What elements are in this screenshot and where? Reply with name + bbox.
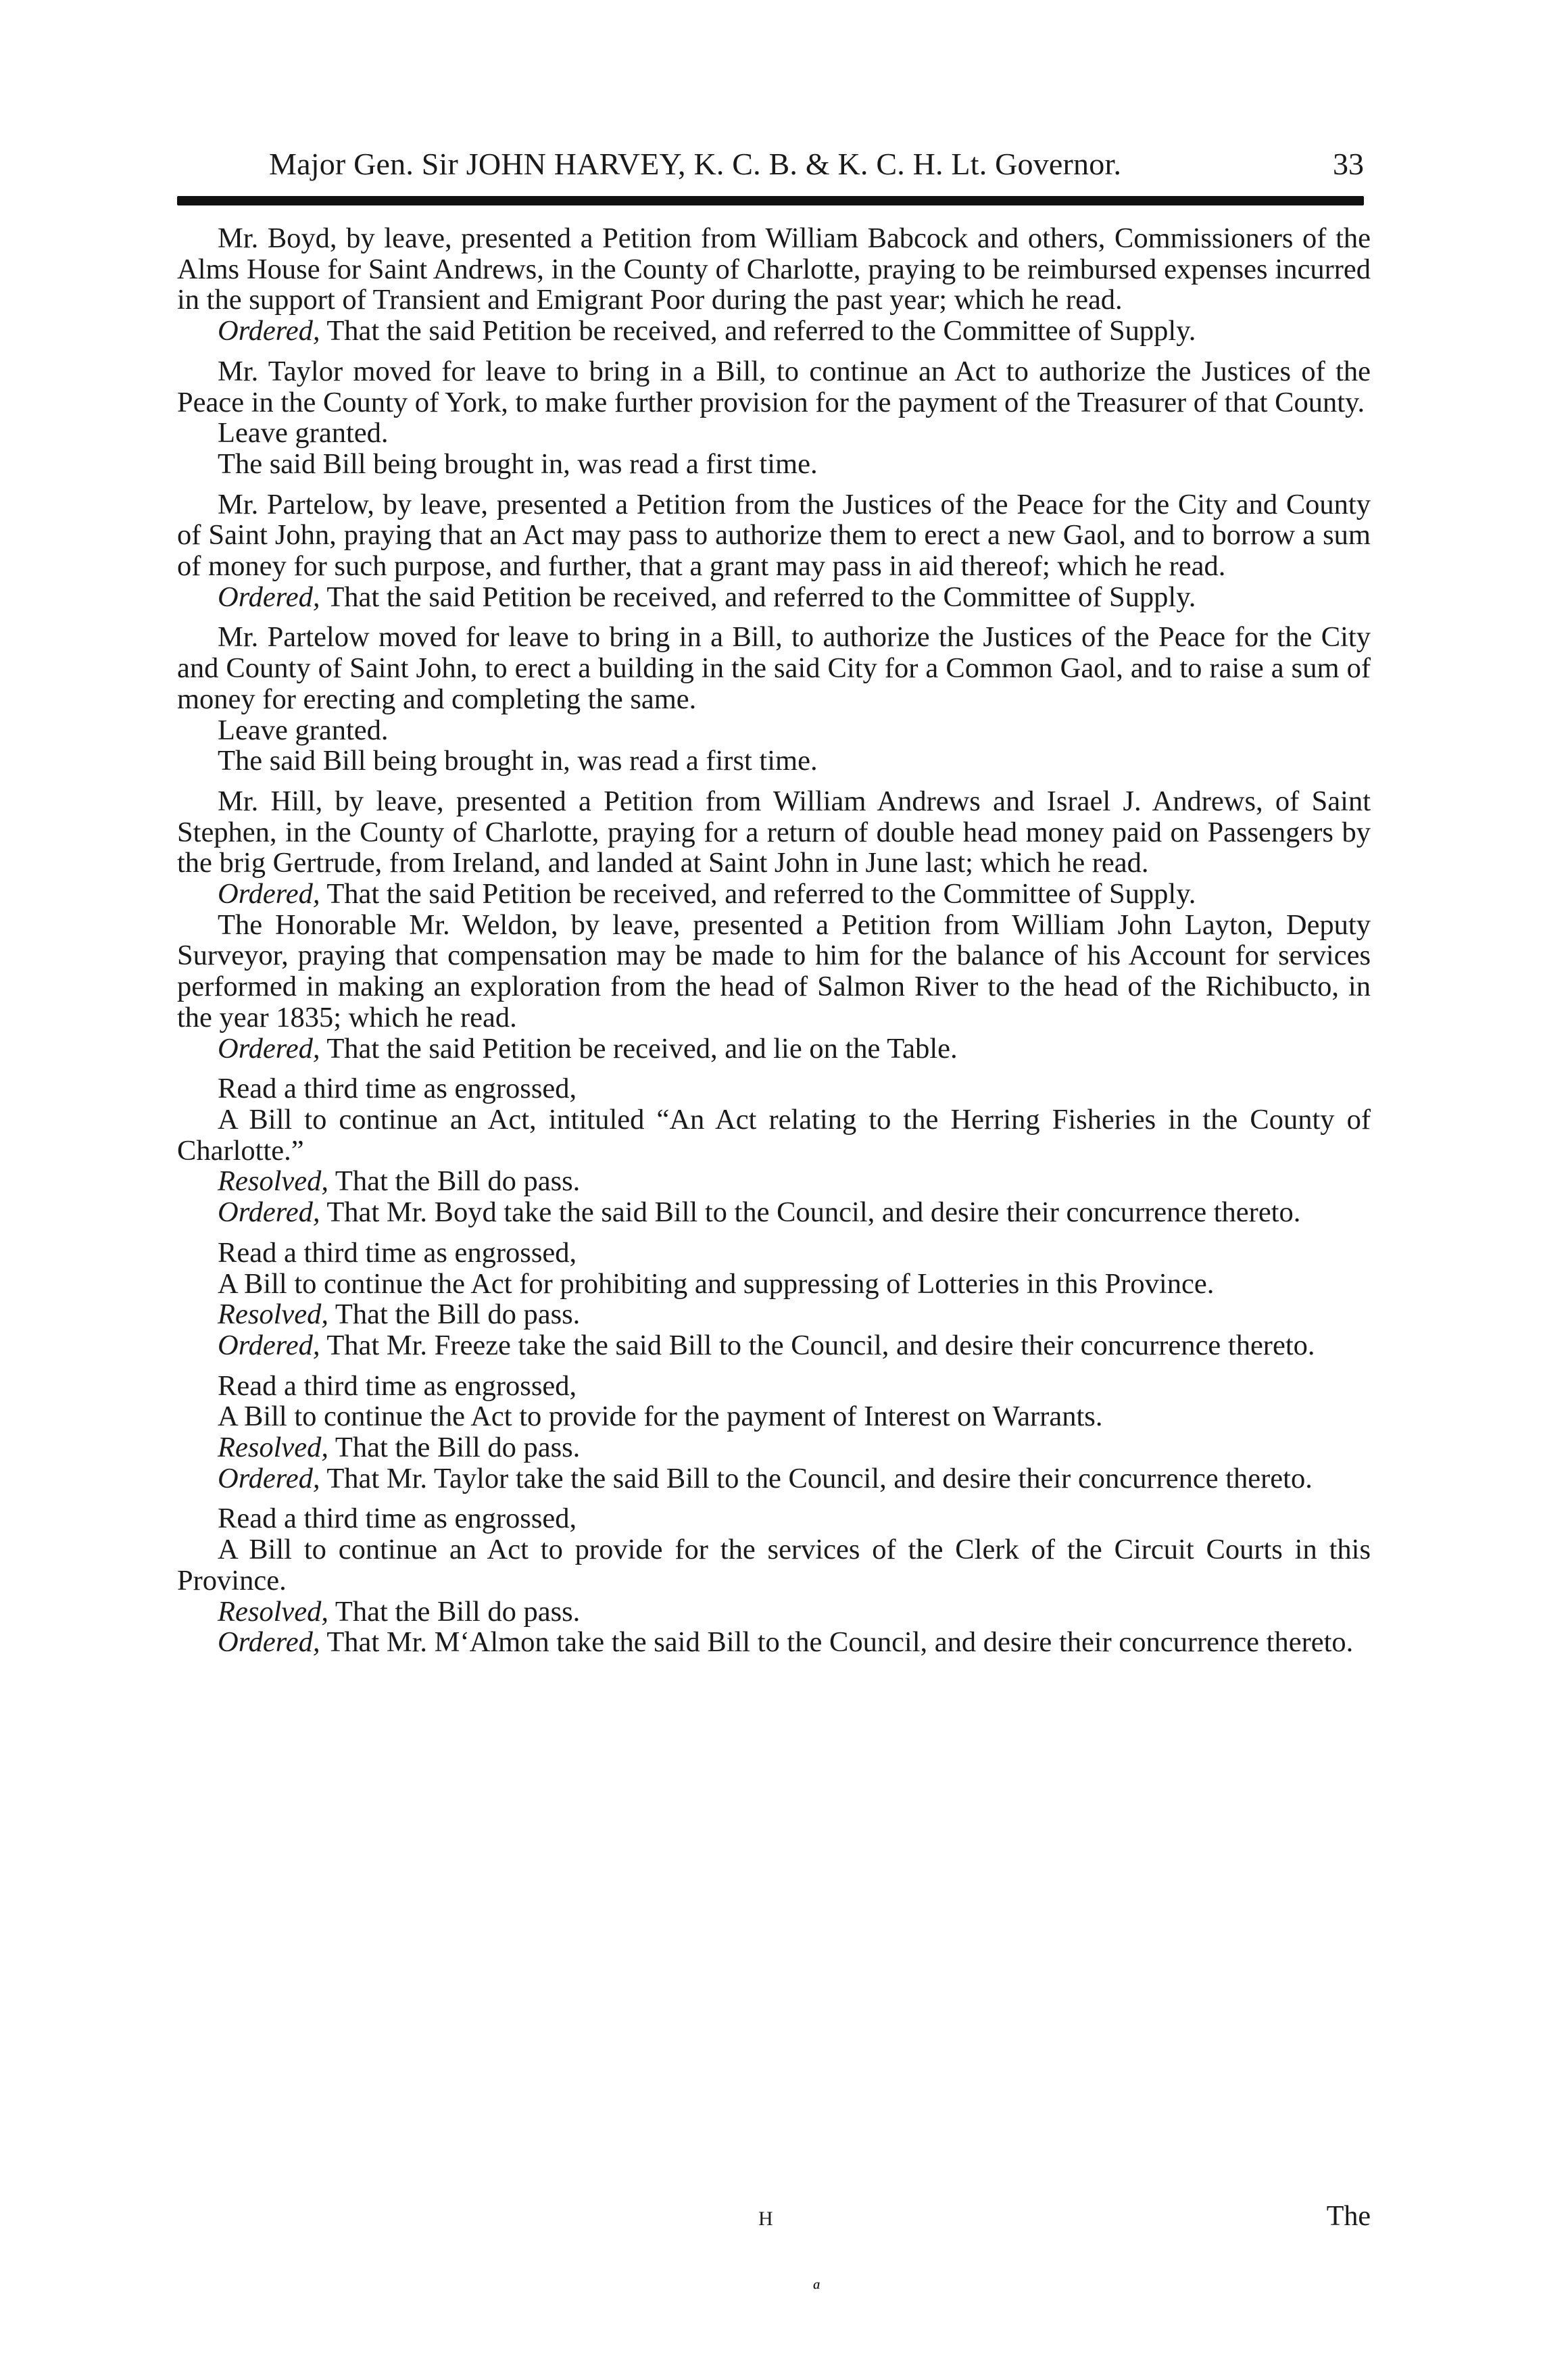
- paragraph-text: That the Bill do pass.: [328, 1165, 581, 1198]
- paragraph-text: Mr. Boyd, by leave, presented a Petition from William Babcock and others, Commissioners of the Alms House for Saint Andrews, in the County of Charlotte, praying to be reimbursed expenses incurred in the support of Transient and Emigrant Poor during the past year; which he read.: [177, 222, 1371, 316]
- paragraph-text: The Honorable Mr. Weldon, by leave, presented a Petition from William John Layton, Deputy Surveyor, praying that compensation may be made to him for the balance of his Account for services performed in making an exploration from the head of Salmon River to the head of the Richibucto, in the year 1835; which he read.: [177, 908, 1371, 1033]
- journal-paragraph: [177, 622, 1371, 714]
- journal-paragraph: [177, 1166, 1371, 1197]
- paragraph-text: That the said Petition be received, and referred to the Committee of Supply.: [320, 315, 1196, 347]
- journal-paragraph: [177, 1432, 1371, 1463]
- paragraph-text: Mr. Partelow moved for leave to bring in a Bill, to authorize the Justices of the Peace for the City and County of Saint John, to erect a building in the said City for a Common Gaol, and to raise a sum of money for erecting and completing the same.: [177, 621, 1371, 715]
- journal-paragraph: [177, 1238, 1371, 1269]
- paragraph-lead-word: Ordered,: [218, 581, 320, 613]
- catchword: The: [1326, 2201, 1371, 2232]
- paragraph-lead-word: Resolved,: [218, 1165, 329, 1198]
- journal-paragraph: [177, 715, 1371, 746]
- paragraph-text: Mr. Taylor moved for leave to bring in a Bill, to continue an Act to authorize the Justices of the Peace in the County of York, to make further provision for the payment of the Treasurer of that County.: [177, 355, 1371, 418]
- journal-paragraph: [177, 1401, 1371, 1432]
- paragraph-text: That the Bill do pass.: [328, 1595, 581, 1628]
- paragraph-text: That Mr. Boyd take the said Bill to the Council, and desire their concurrence thereto.: [320, 1196, 1301, 1229]
- paragraph-lead-word: Resolved,: [218, 1595, 329, 1628]
- journal-paragraph: [177, 1299, 1371, 1330]
- paragraph-lead-word: Ordered,: [218, 315, 320, 347]
- header-rule: [177, 196, 1364, 205]
- journal-paragraph: [177, 356, 1371, 418]
- journal-paragraph: [177, 879, 1371, 910]
- journal-paragraph: [177, 1503, 1371, 1534]
- signature-mark: H: [758, 2208, 774, 2230]
- journal-paragraph: [177, 1197, 1371, 1228]
- journal-paragraph: [177, 489, 1371, 582]
- paragraph-text: That the Bill do pass.: [328, 1432, 581, 1464]
- paragraph-text: Leave granted.: [218, 417, 389, 449]
- paragraph-text: A Bill to continue an Act to provide for the services of the Clerk of the Circuit Courts in this Province.: [177, 1534, 1371, 1597]
- journal-paragraph: [177, 223, 1371, 316]
- paragraph-text: That Mr. Freeze take the said Bill to the Council, and desire their concurrence thereto.: [320, 1329, 1315, 1361]
- printer-mark: ª: [812, 2278, 819, 2303]
- journal-paragraph: [177, 316, 1371, 347]
- paragraph-lead-word: Resolved,: [218, 1298, 329, 1331]
- header-title: Major Gen. Sir JOHN HARVEY, K. C. B. & K. C. H. Lt. Governor.: [269, 147, 1122, 181]
- paragraph-text: That the Bill do pass.: [328, 1298, 581, 1331]
- journal-paragraph: [177, 910, 1371, 1033]
- paragraph-text: That Mr. Taylor take the said Bill to the Council, and desire their concurrence thereto.: [320, 1462, 1313, 1494]
- journal-paragraph: [177, 1033, 1371, 1065]
- paragraph-lead-word: Ordered,: [218, 1462, 320, 1494]
- paragraph-lead-word: Ordered,: [218, 1032, 320, 1065]
- journal-paragraph: [177, 1371, 1371, 1402]
- journal-paragraph: [177, 1269, 1371, 1300]
- journal-paragraph: [177, 449, 1371, 480]
- journal-paragraph: [177, 1534, 1371, 1596]
- paragraph-text: Read a third time as engrossed,: [218, 1369, 577, 1402]
- paragraph-text: Read a third time as engrossed,: [218, 1073, 577, 1105]
- journal-paragraph: [177, 418, 1371, 449]
- paragraph-text: Leave granted.: [218, 714, 389, 746]
- paragraph-lead-word: Ordered,: [218, 878, 320, 910]
- journal-paragraph: [177, 1463, 1371, 1494]
- paragraph-text: Mr. Hill, by leave, presented a Petition from William Andrews and Israel J. Andrews, of Saint Stephen, in the County of Charlotte, praying for a return of double head money paid on Passengers by the brig Gertrude, from Ireland, and landed at Saint John in June last; which he read.: [177, 785, 1371, 879]
- paragraph-text: That the said Petition be received, and lie on the Table.: [320, 1032, 958, 1065]
- paragraph-text: A Bill to continue an Act, intituled “An Act relating to the Herring Fisheries in the County of Charlotte.”: [177, 1103, 1371, 1167]
- paragraph-lead-word: Resolved,: [218, 1432, 329, 1464]
- paragraph-text: A Bill to continue the Act to provide for the payment of Interest on Warrants.: [218, 1400, 1103, 1433]
- journal-paragraph: [177, 1627, 1371, 1658]
- paragraph-lead-word: Ordered,: [218, 1329, 320, 1361]
- paragraph-lead-word: Ordered,: [218, 1196, 320, 1229]
- paragraph-text: Mr. Partelow, by leave, presented a Petition from the Justices of the Peace for the City and County of Saint John, praying that an Act may pass to authorize them to erect a new Gaol, and to borrow a sum of money for such purpose, and further, that a grant may pass in aid thereof; which he read.: [177, 488, 1371, 583]
- journal-paragraph: [177, 1330, 1371, 1361]
- paragraph-text: That Mr. M‘Almon take the said Bill to the Council, and desire their concurrence thereto.: [320, 1626, 1354, 1659]
- paragraph-text: The said Bill being brought in, was read a first time.: [218, 745, 818, 777]
- journal-paragraph: [177, 1073, 1371, 1104]
- journal-paragraph: [177, 786, 1371, 879]
- journal-paragraph: [177, 746, 1371, 777]
- journal-paragraph: [177, 582, 1371, 613]
- paragraph-lead-word: Ordered,: [218, 1626, 320, 1659]
- paragraph-text: That the said Petition be received, and referred to the Committee of Supply.: [320, 581, 1196, 613]
- paragraph-text: Read a third time as engrossed,: [218, 1503, 577, 1535]
- paragraph-text: A Bill to continue the Act for prohibiting and suppressing of Lotteries in this Province.: [218, 1267, 1215, 1300]
- paragraph-text: Read a third time as engrossed,: [218, 1236, 577, 1269]
- journal-paragraph: [177, 1104, 1371, 1166]
- page-footer: [177, 2199, 1371, 2233]
- journal-paragraph: [177, 1597, 1371, 1628]
- journal-body: [177, 223, 1371, 1658]
- paragraph-text: That the said Petition be received, and referred to the Committee of Supply.: [320, 878, 1196, 910]
- page-number: 33: [1333, 147, 1364, 181]
- paragraph-text: The said Bill being brought in, was read a first time.: [218, 447, 818, 480]
- running-header: [269, 141, 1364, 188]
